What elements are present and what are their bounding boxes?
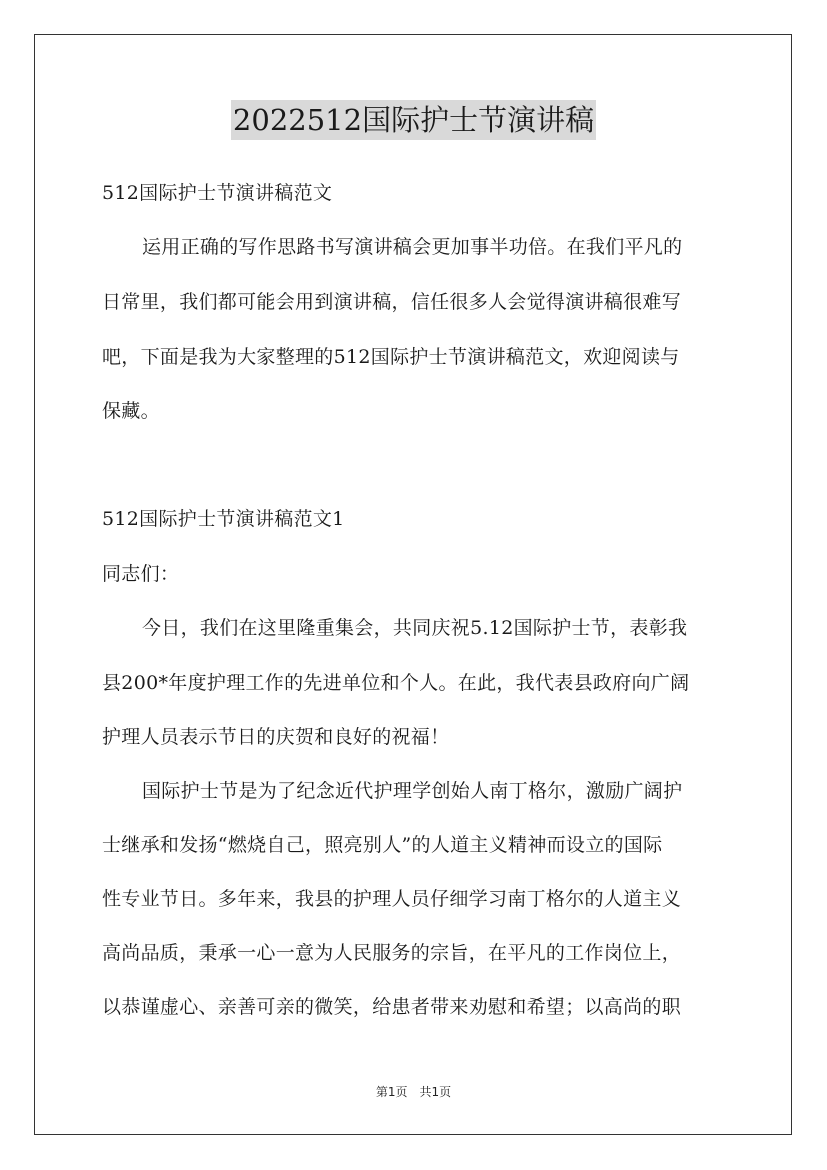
subtitle: 512国际护士节演讲稿范文 (102, 182, 333, 204)
title-container (0, 100, 827, 140)
paragraph2-line-4: 高尚品质，秉承一心一意为人民服务的宗旨，在平凡的工作岗位上， (102, 942, 682, 964)
paragraph2-line-3: 性专业节日。多年来，我县的护理人员仔细学习南丁格尔的人道主义 (102, 888, 682, 910)
paragraph1-line-1: 今日，我们在这里隆重集会，共同庆祝5.12国际护士节，表彰我 (142, 617, 688, 639)
paragraph2-line-5: 以恭谨虚心、亲善可亲的微笑，给患者带来劝慰和希望；以高尚的职 (102, 996, 682, 1018)
paragraph1-line-2: 县200*年度护理工作的先进单位和个人。在此，我代表县政府向广阔 (102, 672, 690, 694)
intro-line-1: 运用正确的写作思路书写演讲稿会更加事半功倍。在我们平凡的 (142, 236, 683, 258)
section-heading: 512国际护士节演讲稿范文1 (102, 508, 345, 530)
intro-line-3: 吧，下面是我为大家整理的512国际护士节演讲稿范文，欢迎阅读与 (102, 346, 680, 368)
intro-line-4: 保藏。 (102, 400, 160, 422)
paragraph1-line-3: 护理人员表示节日的庆贺和良好的祝福！ (102, 726, 450, 748)
document-title: 2022512国际护士节演讲稿 (231, 100, 596, 140)
paragraph2-line-2: 士继承和发扬“燃烧自己，照亮别人”的人道主义精神而设立的国际 (102, 834, 663, 856)
salutation: 同志们： (102, 563, 180, 585)
intro-line-2: 日常里，我们都可能会用到演讲稿，信任很多人会觉得演讲稿很难写 (102, 291, 682, 313)
paragraph2-line-1: 国际护士节是为了纪念近代护理学创始人南丁格尔，激励广阔护 (142, 780, 683, 802)
page-indicator: 第1页 共1页 (375, 1085, 452, 1099)
